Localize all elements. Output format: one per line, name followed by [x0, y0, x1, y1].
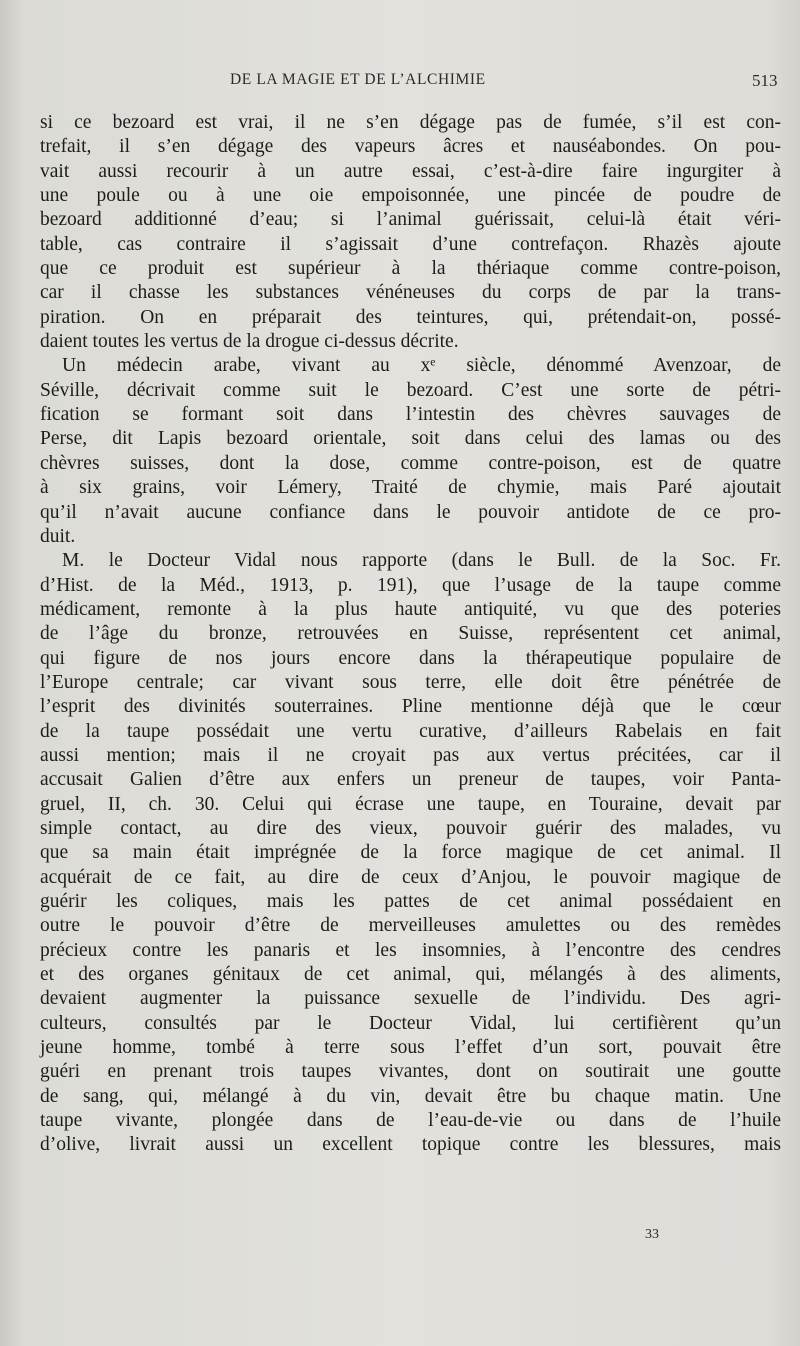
text-line: piration. On en préparait des teintures, qui, prétendait-on, possé- [40, 306, 781, 328]
page-number: 513 [752, 71, 778, 90]
text-line: une poule ou à une oie empoisonnée, une pincée de poudre de [40, 185, 781, 207]
text-line: médicament, remonte à la plus haute antiquité, vu que des poteries [40, 598, 781, 620]
text-line: Un médecin arabe, vivant au xᵉ siècle, dénommé Avenzoar, de [62, 355, 781, 377]
text-line: accusait Galien d’être aux enfers un preneur de taupes, voir Panta- [40, 769, 781, 791]
text-line: qui figure de nos jours encore dans la thérapeutique populaire de [40, 647, 781, 669]
text-line: outre le pouvoir d’être de merveilleuses amulettes ou des remèdes [40, 915, 781, 937]
text-line: de la taupe possédait une vertu curative, d’ailleurs Rabelais en fait [40, 720, 781, 742]
text-line: aussi mention; mais il ne croyait pas aux vertus précitées, car il [40, 744, 781, 766]
text-line: à six grains, voir Lémery, Traité de chymie, mais Paré ajoutait [40, 477, 781, 499]
text-line: que ce produit est supérieur à la thériaque comme contre-poison, [40, 258, 781, 280]
text-line: devaient augmenter la puissance sexuelle de l’individu. Des agri- [40, 988, 781, 1010]
signature-mark: 33 [645, 1227, 659, 1242]
text-line: taupe vivante, plongée dans de l’eau-de-vie ou dans de l’huile [40, 1110, 781, 1132]
text-line: qu’il n’avait aucune confiance dans le pouvoir antidote de ce pro- [40, 501, 781, 523]
text-line: de l’âge du bronze, retrouvées en Suisse, représentent cet animal, [40, 623, 781, 645]
text-line: trefait, il s’en dégage des vapeurs âcres et nauséabondes. On pou- [40, 136, 781, 158]
text-line: que sa main était imprégnée de la force magique de cet animal. Il [40, 842, 781, 864]
text-line: d’olive, livrait aussi un excellent topique contre les blessures, mais [40, 1134, 781, 1156]
text-line: Séville, décrivait comme suit le bezoard. C’est une sorte de pétri- [40, 379, 781, 401]
text-line: précieux contre les panaris et les insomnies, à l’encontre des cendres [40, 939, 781, 961]
text-line: jeune homme, tombé à terre sous l’effet d’un sort, pouvait être [40, 1037, 781, 1059]
text-line: guérir les coliques, mais les pattes de cet animal possédaient en [40, 891, 781, 912]
text-line: l’esprit des divinités souterraines. Pline mentionne déjà que le cœur [40, 696, 781, 718]
text-line: et des organes génitaux de cet animal, qui, mélangés à des aliments, [40, 964, 781, 986]
text-line: vait aussi recourir à un autre essai, c’est-à-dire faire ingurgiter à [40, 160, 781, 182]
text-line: duit. [40, 525, 76, 547]
text-line: chèvres suisses, dont la dose, comme contre-poison, est de quatre [40, 452, 781, 474]
text-line: table, cas contraire il s’agissait d’une contrefaçon. Rhazès ajoute [40, 233, 781, 255]
text-line: d’Hist. de la Méd., 1913, p. 191), que l’usage de la taupe comme [40, 574, 781, 596]
text-line: M. le Docteur Vidal nous rapporte (dans le Bull. de la Soc. Fr. [62, 550, 781, 572]
body-text [40, 111, 781, 1158]
running-header: DE LA MAGIE ET DE L’ALCHIMIE [230, 71, 486, 88]
text-line: Perse, dit Lapis bezoard orientale, soit dans celui des lamas ou des [40, 428, 781, 450]
text-line: si ce bezoard est vrai, il ne s’en dégage pas de fumée, s’il est con- [40, 112, 781, 133]
text-line: guéri en prenant trois taupes vivantes, dont on soutirait une goutte [40, 1061, 781, 1083]
text-line: fication se formant soit dans l’intestin des chèvres sauvages de [40, 404, 781, 426]
text-line: acquérait de ce fait, au dire de ceux d’Anjou, le pouvoir magique de [40, 866, 781, 888]
text-line: de sang, qui, mélangé à du vin, devait être bu chaque matin. Une [40, 1085, 781, 1107]
text-line: gruel, II, ch. 30. Celui qui écrase une taupe, en Touraine, devait par [40, 793, 781, 815]
text-line: culteurs, consultés par le Docteur Vidal, lui certifièrent qu’un [40, 1012, 781, 1034]
text-line: daient toutes les vertus de la drogue ci-dessus décrite. [40, 331, 459, 353]
text-line: car il chasse les substances vénéneuses du corps de par la trans- [40, 282, 781, 304]
text-line: simple contact, au dire des vieux, pouvoir guérir des malades, vu [40, 817, 781, 839]
text-line: l’Europe centrale; car vivant sous terre, elle doit être pénétrée de [40, 671, 781, 693]
text-line: bezoard additionné d’eau; si l’animal guérissait, celui-là était véri- [40, 209, 781, 231]
